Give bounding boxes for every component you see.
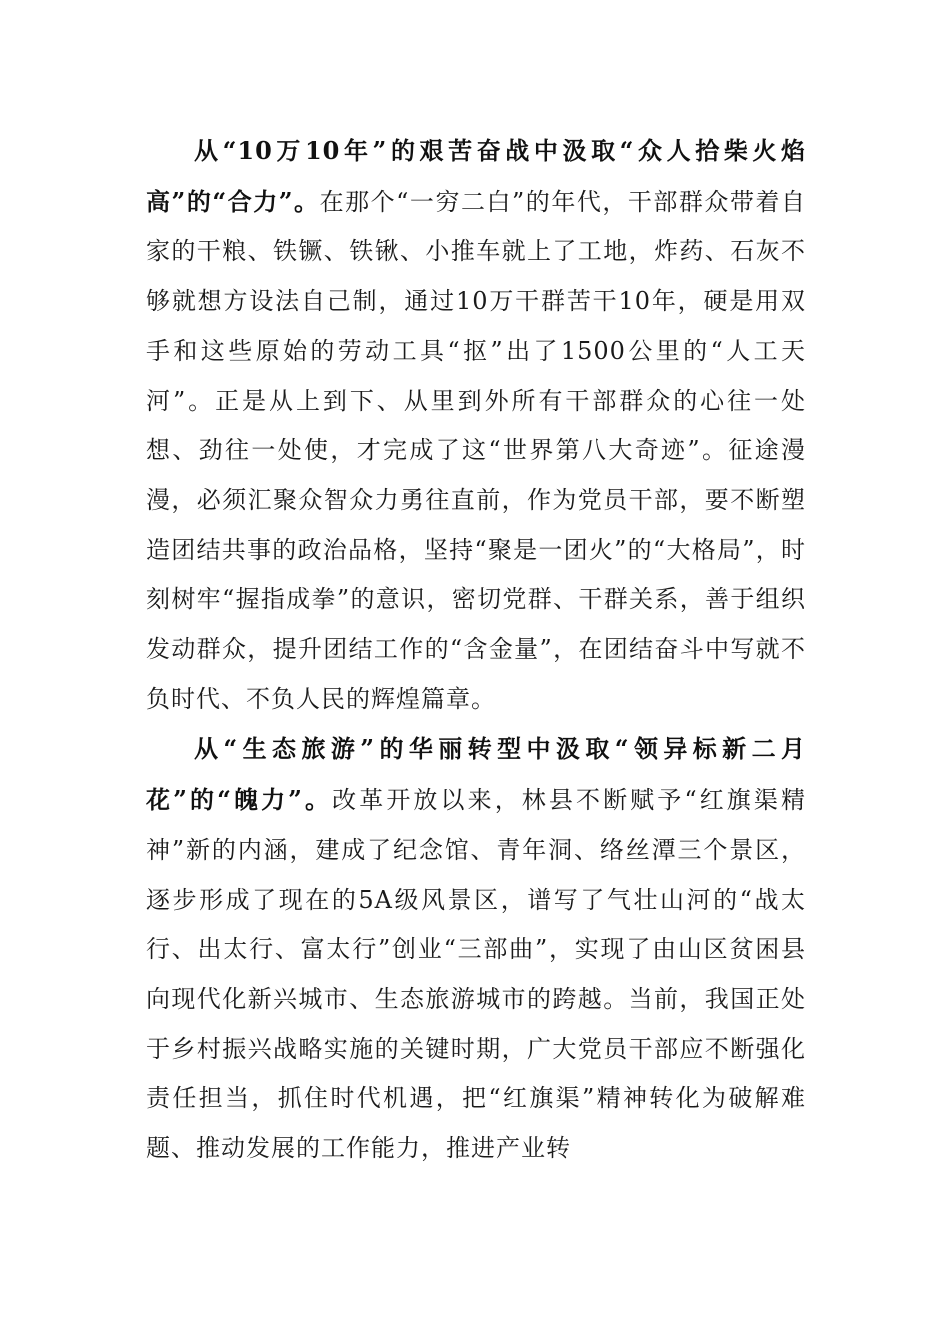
document-body <box>146 126 806 1174</box>
paragraph-2-lead: 从“生态旅游”的华丽转型中汲取“领异标新二月花”的“魄力”。 <box>146 734 806 815</box>
paragraph-1-body: 在那个“一穷二白”的年代，干部群众带着自家的干粮、铁镢、铁锹、小推车就上了工地，炸药、石灰不够就想方设法自己制，通过10万干群苦干10年，硬是用双手和这些原始的劳动工具“抠”出了1500公里的“人工天河”。正是从上到下、从里到外所有干部群众的心往一处想、劲往一处使，才完成了这“世界第八大奇迹”。征途漫漫，必须汇聚众智众力勇往直前，作为党员干部，要不断塑造团结共事的政治品格，坚持“聚是一团火”的“大格局”，时刻树牢“握指成拳”的意识，密切党群、干群关系，善于组织发动群众，提升团结工作的“含金量”，在团结奋斗中写就不负时代、不负人民的辉煌篇章。 <box>146 187 806 713</box>
paragraph-2 <box>146 724 806 1173</box>
paragraph-1 <box>146 126 806 724</box>
paragraph-1-lead: 从“10万10年”的艰苦奋战中汲取“众人拾柴火焰高”的“合力”。 <box>146 136 806 216</box>
paragraph-2-body: 改革开放以来，林县不断赋予“红旗渠精神”新的内涵，建成了纪念馆、青年洞、络丝潭三个景区，逐步形成了现在的5A级风景区，谱写了气壮山河的“战太行、出太行、富太行”创业“三部曲”，实现了由山区贫困县向现代化新兴城市、生态旅游城市的跨越。当前，我国正处于乡村振兴战略实施的关键时期，广大党员干部应不断强化责任担当，抓住时代机遇，把“红旗渠”精神转化为破解难题、推动发展的工作能力，推进产业转 <box>146 786 806 1163</box>
